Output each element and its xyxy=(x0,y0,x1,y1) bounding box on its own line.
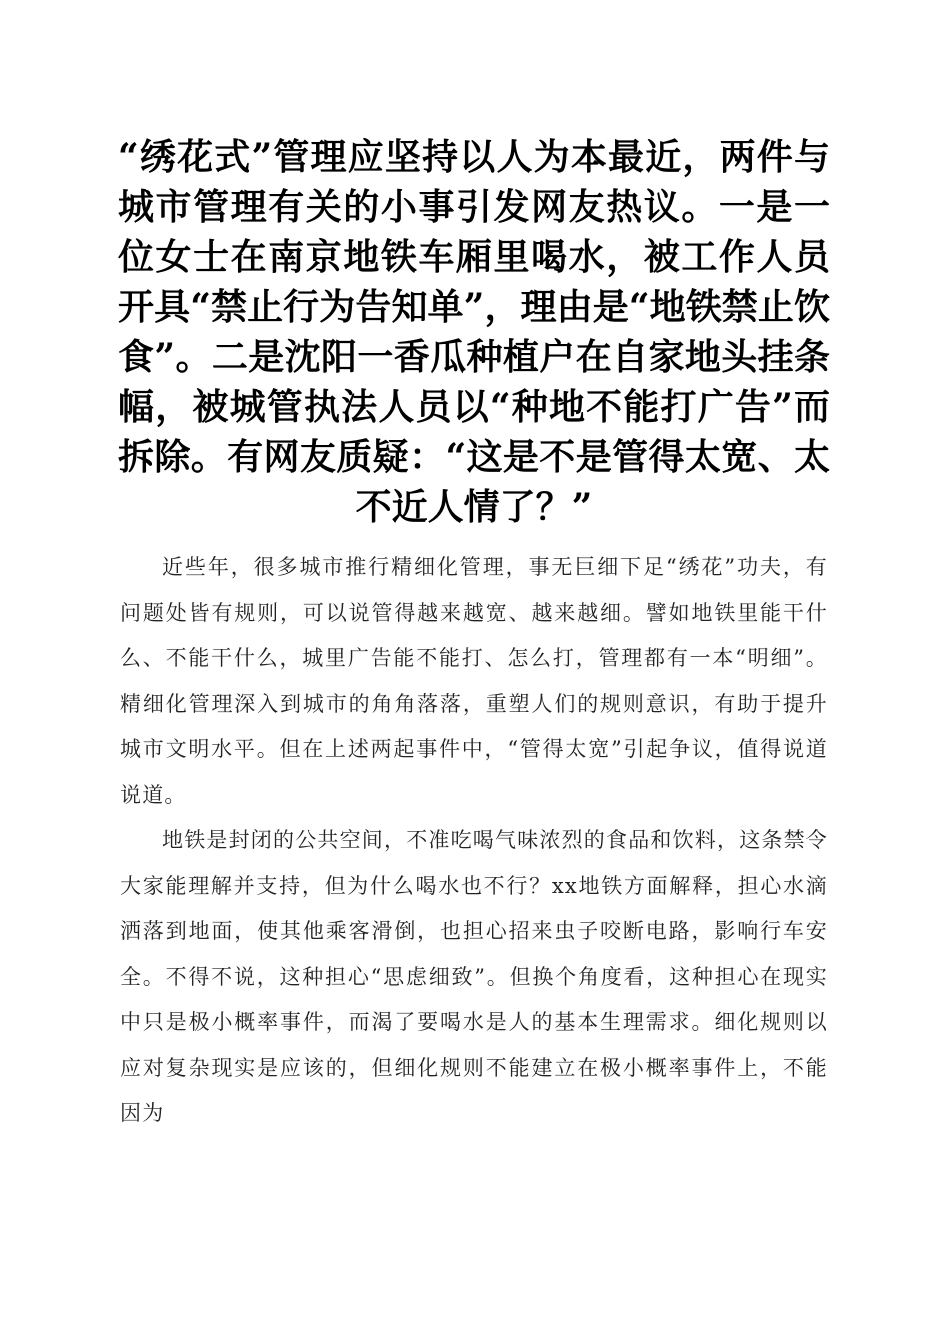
document-title: “绣花式”管理应坚持以人为本最近，两件与城市管理有关的小事引发网友热议。一是一位女士在南京地铁车厢里喝水，被工作人员开具“禁止行为告知单”，理由是“地铁禁止饮食”。二是沈阳一香瓜种植户在自家地头挂条幅，被城管执法人员以“种地不能打广告”而拆除。有网友质疑：“这是不是管得太宽、太不近人情了？” xyxy=(118,136,830,528)
document-body xyxy=(120,545,828,1137)
paragraph-2: 地铁是封闭的公共空间，不准吃喝气味浓烈的食品和饮料，这条禁令大家能理解并支持，但为什么喝水也不行？xx地铁方面解释，担心水滴洒落到地面，使其他乘客滑倒，也担心招来虫子咬断电路，影响行车安全。不得不说，这种担心“思虑细致”。但换个角度看，这种担心在现实中只是极小概率事件，而渴了要喝水是人的基本生理需求。细化规则以应对复杂现实是应该的，但细化规则不能建立在极小概率事件上，不能因为 xyxy=(120,828,828,1125)
paragraph-1: 近些年，很多城市推行精细化管理，事无巨细下足“绣花”功夫，有问题处皆有规则，可以说管得越来越宽、越来越细。譬如地铁里能干什么、不能干什么，城里广告能不能打、怎么打，管理都有一本“明细”。精细化管理深入到城市的角角落落，重塑人们的规则意识，有助于提升城市文明水平。但在上述两起事件中，“管得太宽”引起争议，值得说道说道。 xyxy=(120,555,828,807)
